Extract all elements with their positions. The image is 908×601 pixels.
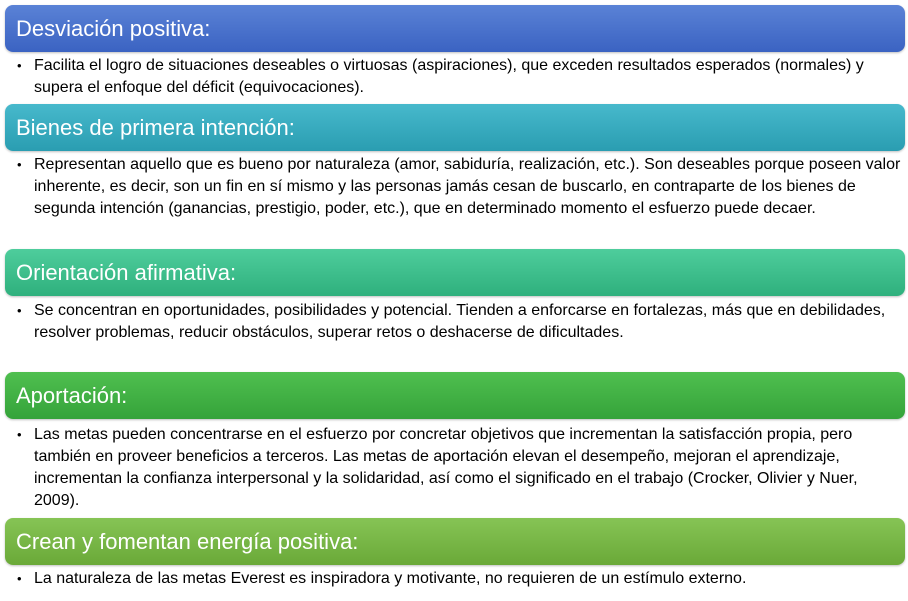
header-energia-positiva xyxy=(5,518,905,565)
bullet-icon: • xyxy=(17,303,22,318)
header-title: Desviación positiva: xyxy=(16,16,211,41)
body-energia-positiva xyxy=(17,568,902,590)
body-aportacion xyxy=(17,424,902,512)
body-desviacion-positiva xyxy=(17,55,902,99)
body-text: La naturaleza de las metas Everest es inspiradora y motivante, no requieren de un estímulo externo. xyxy=(34,570,747,587)
header-title: Orientación afirmativa: xyxy=(16,260,237,285)
bullet-icon: • xyxy=(17,157,22,172)
bullet-icon: • xyxy=(17,427,22,442)
bullet-icon: • xyxy=(17,58,22,73)
header-title: Aportación: xyxy=(16,383,128,408)
body-orientacion-afirmativa xyxy=(17,300,902,344)
body-text: Se concentran en oportunidades, posibilidades y potencial. Tienden a enforcarse en fortalezas, más que en debilidades, resolver problemas, reducir obstáculos, superar retos o deshacerse de dificultades. xyxy=(34,302,886,341)
body-text: Representan aquello que es bueno por naturaleza (amor, sabiduría, realización, etc.). Son deseables porque poseen valor inherente, es decir, son un fin en sí mismo y las personas jamás cesan de buscarlo, en contraparte de los bienes de segunda intención (ganancias, prestigio, poder, etc.), que en determinado momento el esfuerzo puede decaer. xyxy=(34,156,901,217)
header-title: Crean y fomentan energía positiva: xyxy=(16,529,359,554)
header-bienes-primera-intencion xyxy=(5,104,905,151)
header-title: Bienes de primera intención: xyxy=(16,115,295,140)
header-orientacion-afirmativa xyxy=(5,249,905,296)
header-desviacion-positiva xyxy=(5,5,905,52)
body-text: Facilita el logro de situaciones deseables o virtuosas (aspiraciones), que exceden resultados esperados (normales) y supera el enfoque del déficit (equivocaciones). xyxy=(34,57,864,96)
body-text: Las metas pueden concentrarse en el esfuerzo por concretar objetivos que incrementan la satisfacción propia, pero también en proveer beneficios a terceros. Las metas de aportación elevan el desempeño, mejoran el aprendizaje, incrementan la confianza interpersonal y la solidaridad, así como el significado en el trabajo (Crocker, Olivier y Nuer, 2009). xyxy=(34,426,858,509)
body-bienes-primera-intencion xyxy=(17,154,902,220)
bullet-icon: • xyxy=(17,571,22,586)
header-aportacion xyxy=(5,372,905,419)
